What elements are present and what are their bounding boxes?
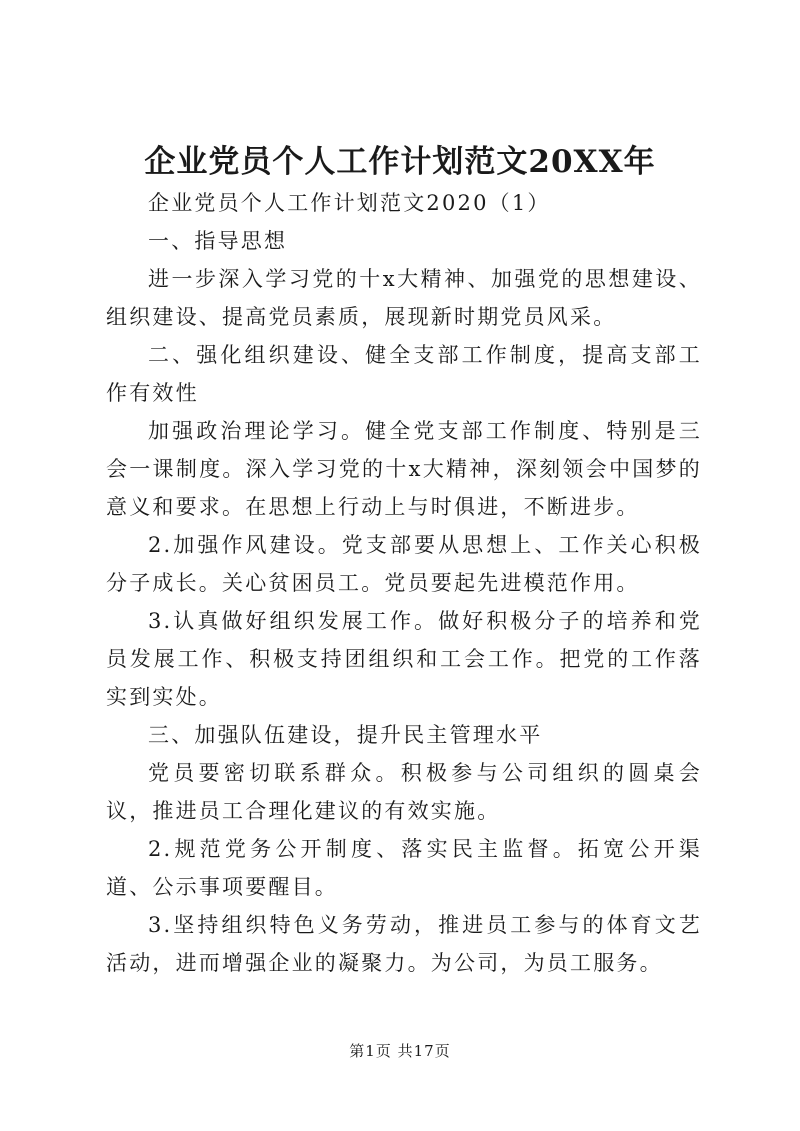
section-heading-1: 一、指导思想 bbox=[148, 229, 288, 253]
paragraph: 3.认真做好组织发展工作。做好积极分子的培养和党员发展工作、积极支持团组织和工会工作。把党的工作落实到实处。 bbox=[106, 609, 702, 709]
paragraph: 党员要密切联系群众。积极参与公司组织的圆桌会议，推进员工合理化建议的有效实施。 bbox=[106, 761, 702, 823]
paragraph: 进一步深入学习党的十x大精神、加强党的思想建设、组织建设、提高党员素质，展现新时期党员风采。 bbox=[106, 267, 702, 329]
paragraph: 3.坚持组织特色义务劳动，推进员工参与的体育文艺活动，进而增强企业的凝聚力。为公司，为员工服务。 bbox=[106, 913, 702, 975]
section-heading-3: 三、加强队伍建设，提升民主管理水平 bbox=[148, 723, 543, 747]
paragraph: 加强政治理论学习。健全党支部工作制度、特别是三会一课制度。深入学习党的十x大精神，深刻领会中国梦的意义和要求。在思想上行动上与时俱进，不断进步。 bbox=[106, 419, 702, 519]
document-body bbox=[106, 184, 702, 982]
document-title: 企业党员个人工作计划范文20XX年 bbox=[144, 144, 656, 180]
page-number-footer: 第1页 共17页 bbox=[349, 1042, 451, 1060]
paragraph: 2.加强作风建设。党支部要从思想上、工作关心积极分子成长。关心贫困员工。党员要起先进模范作用。 bbox=[106, 533, 702, 595]
section-heading-2: 二、强化组织建设、健全支部工作制度，提高支部工作有效性 bbox=[106, 343, 702, 405]
paragraph-subtitle: 企业党员个人工作计划范文2020（1） bbox=[148, 191, 551, 215]
paragraph: 2.规范党务公开制度、落实民主监督。拓宽公开渠道、公示事项要醒目。 bbox=[106, 837, 702, 899]
